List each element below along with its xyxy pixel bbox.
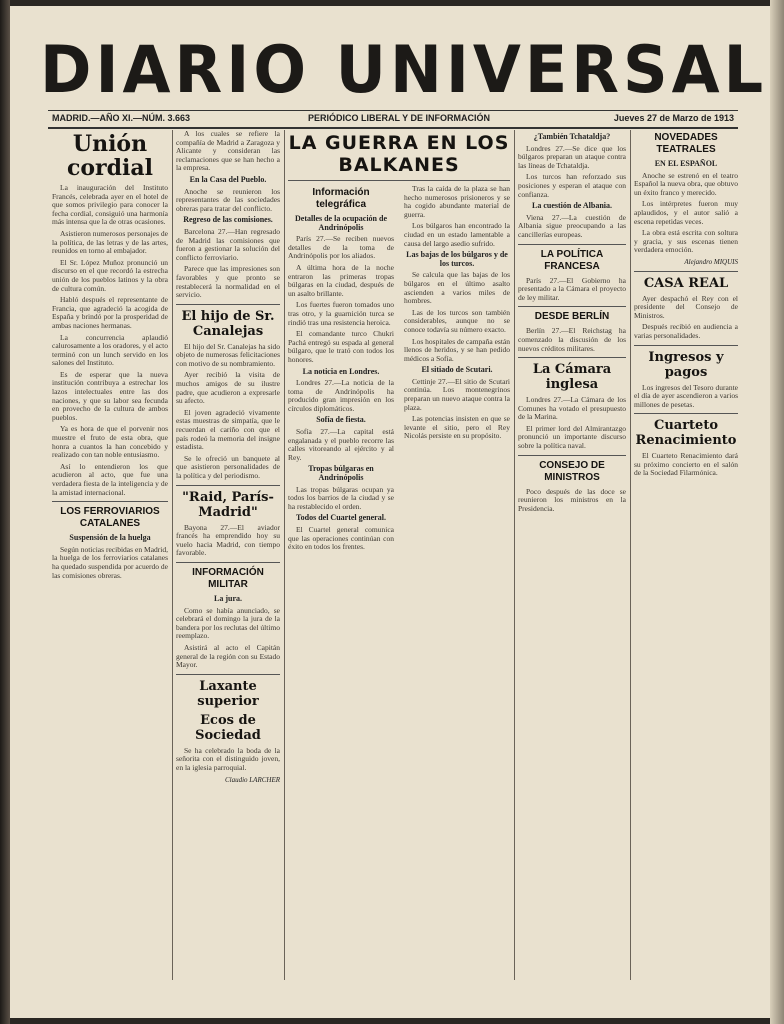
article-text: El Cuartel general comunica que las operaciones continúan con éxito en todos los frentes. [288, 525, 394, 552]
masthead-title: DIARIO UNIVERSAL [40, 31, 768, 108]
divider [634, 413, 738, 414]
article-text: Barcelona 27.—Han regresado de Madrid las comisiones que fueron a gestionar la solución del conflicto ferroviario. Parece que las impresiones son favorables y que pronto se restablecerá la normalidad en el servicio. [176, 226, 280, 300]
article-text: Londres 27.—La noticia de la toma de Andrinópolis ha producido gran impresión en los círculos diplomáticos. [288, 378, 394, 413]
subhead-telegrafica: Información telegráfica [312, 187, 370, 210]
subhead-cuartel: Todos del Cuartel general. [296, 513, 386, 523]
headline-cuarteto: Cuarteto Renacimiento [635, 418, 737, 449]
subhead-tchataldja: ¿También Tchataldja? [533, 132, 611, 141]
subhead-bajas: Las bajas de los búlgaros y de los turcos. [406, 250, 508, 268]
column-rule [630, 130, 631, 980]
article-text: Poco después de las doce se reunieron los ministros en la Presidencia. [518, 486, 626, 513]
subhead-londres: La noticia en Londres. [302, 366, 380, 376]
article-text: Viena 27.—La cuestión de Albania sigue preocupando a las cancillerías europeas. [518, 212, 626, 239]
column-2 [176, 130, 280, 1000]
article-text: Anoche se reunieron los representantes de las sociedades obreras para tratar del conflicto. [176, 186, 280, 213]
headline-balkanes: LA GUERRA EN LOS BALKANES [288, 132, 510, 176]
divider [176, 562, 280, 563]
page-edge [770, 0, 784, 1024]
column-1 [52, 130, 168, 1000]
book-spine [0, 0, 10, 1024]
article-text: Bayona 27.—El aviador francés ha emprendido hoy su vuelo hacia Madrid, con tiempo favorable. [176, 522, 280, 558]
divider [176, 485, 280, 486]
article-text: Londres 27.—La Cámara de los Comunes ha votado el presupuesto de la Marina. El primer lord del Almirantazgo pronunció un importante discurso sobre la política naval. [518, 395, 626, 451]
byline-miquis: Alejandro MIQUIS [684, 257, 738, 266]
headline-ingresos-pagos: Ingresos y pagos [648, 349, 724, 380]
divider [288, 180, 510, 181]
issue-number: MADRID.—AÑO XI.—NÚM. 3.663 [52, 113, 191, 123]
article-text: Cettinje 27.—El sitio de Scutari continúa. Los montenegrinos preparan un nuevo ataque contra la plaza. Las potencias insisten en que se levante el sitio, pero el Rey Nicolás persiste en su propósito. [404, 376, 510, 441]
column-4 [518, 130, 626, 1000]
headline-raid: "Raid, París-Madrid" [182, 489, 274, 520]
headline-consejo-ministros: CONSEJO DE MINISTROS [539, 459, 605, 483]
column-3b [404, 185, 510, 444]
headline-canalejas: El hijo de Sr. Canalejas [181, 308, 275, 339]
column-rule [284, 130, 285, 980]
article-text: Tras la caída de la plaza se han hecho numerosos prisioneros y se ha cogido abundante material de guerra. Los búlgaros han encontrado la ciudad en un estado lamentable a causa del largo asedio sufrido. [404, 184, 510, 248]
headline-militar: INFORMACIÓN MILITAR [192, 566, 264, 590]
column-rule [514, 130, 515, 980]
headline-laxante: Laxante superior [197, 678, 259, 709]
article-text: La inauguración del Instituto Francés, celebrada ayer en el hotel de que somos privilegio para conocer la fecha cordial, consiguió una harmonía más intensa que la de otras ocasiones. Asistieron numerosos personajes de la política, de las letras y de las artes, reunidos en torno al embajador. El Sr. López Muñoz pronunció un discurso en el que recordó la estrecha unión de los pueblos latinos y la obra de cultura común. Habló después el representante de Francia, que agradeció la acogida de España y brindó por la prosperidad de ambas naciones hermanas. La concurrencia aplaudió calurosamente a los oradores, y el acto terminó con un lunch servido en los salones del Instituto. Es de esperar que la nueva institución contribuya a estrechar los lazos intelectuales entre las dos naciones, y que su labor sea fecunda en provecho de la cultura de ambos pueblos. Ya es hora de que el porvenir nos muestre el fruto de esta obra, que honra a cuantos la han concebido y realizado con tan noble entusiasmo. Así lo entendieron los que acudieron al acto, que fue una verdadera fiesta de la inteligencia y de la amistad internacional. [52, 183, 168, 497]
article-text: Como se había anunciado, se celebrará el domingo la jura de la bandera por los reclutas del último reemplazo. Asistirá al acto el Capitán general de la región con su Estado Mayor. [176, 605, 280, 670]
article-text: Los ingresos del Tesoro durante el día de ayer ascendieron a varios millones de pesetas. [634, 382, 738, 409]
article-text: Anoche se estrenó en el teatro Español la nueva obra, que obtuvo un éxito franco y merecido. Los intérpretes fueron muy aplaudidos, y el autor salió a escena repetidas veces. La obra está escrita con soltura y gracia, y sus escenas tienen verdadera emoción. [634, 170, 738, 255]
article-text: Londres 27.—Se dice que los búlgaros preparan un ataque contra las líneas de Tchataldja. Los turcos han reforzado sus posiciones y esperan el ataque con confianza. [518, 143, 626, 199]
issue-date: Jueves 27 de Marzo de 1913 [613, 113, 734, 123]
column-3a [288, 185, 394, 555]
article-text: París 27.—Se reciben nuevos detalles de la toma de Andrinópolis por los aliados. A última hora de la noche entraron las primeras tropas búlgaras en la ciudad, después de un asalto brillante. Los fuertes fueron tomados uno tras otro, y la guarnición turca se rindió tras una resistencia heroica. El comandante turco Chukri Pachá entregó su espada al general búlgaro, que le trató con todos los honores. [288, 234, 394, 364]
column-5 [634, 130, 738, 1000]
article-text: París 27.—El Gobierno ha presentado a la Cámara el proyecto de ley militar. [518, 275, 626, 302]
divider [176, 304, 280, 305]
headline-novedades-teatrales: NOVEDADES TEATRALES [654, 132, 718, 155]
subhead-espanol: EN EL ESPAÑOL [654, 159, 718, 168]
divider [518, 306, 626, 307]
headline-casa-real: CASA REAL [643, 275, 729, 291]
headline-camara-inglesa: La Cámara inglesa [532, 362, 612, 393]
article-text: Sofía 27.—La capital está engalanada y el pueblo recorre las calles vitoreando al ejército y al Rey. [288, 427, 394, 462]
article-text: Berlín 27.—El Reichstag ha comenzado la discusión de los nuevos créditos militares. [518, 326, 626, 353]
subhead-huelga: Suspensión de la huelga [69, 533, 151, 543]
headline-politica-francesa: LA POLÍTICA FRANCESA [540, 248, 604, 272]
byline-larcher: Claudio LARCHER [224, 775, 280, 784]
article-text: Se ha celebrado la boda de la señorita con el distinguido joven, en la iglesia parroquial. [176, 745, 280, 772]
column-rule [172, 130, 173, 980]
subhead-tropas: Tropas búlgaras en Andrinópolis [308, 464, 374, 483]
article-text: Ayer despachó el Rey con el presidente del Consejo de Ministros. Después recibió en audiencia a varias personalidades. [634, 293, 738, 340]
subhead-albania: La cuestión de Albania. [531, 201, 612, 211]
column-3 [288, 130, 510, 1000]
subhead-casa-pueblo: En la Casa del Pueblo. [189, 174, 267, 184]
subhead-sofia: Sofía de fiesta. [316, 415, 366, 425]
divider [518, 357, 626, 358]
subhead-comisiones: Regreso de las comisiones. [183, 215, 273, 225]
article-text: Las tropas búlgaras ocupan ya todos los barrios de la ciudad y se ha restablecido el orden. [288, 484, 394, 511]
article-text: A los cuales se refiere la compañía de Madrid a Zaragoza y Alicante y consideran las reclamaciones que se han hecho a la empresa. [176, 130, 280, 173]
subhead-scutari: El sitiado de Scutari. [421, 365, 493, 375]
headline-ferroviarios: LOS FERROVIARIOS CATALANES [60, 506, 160, 530]
headline-union-cordial: Unión cordial [66, 131, 153, 181]
paper-tagline: PERIÓDICO LIBERAL Y DE INFORMACIÓN [308, 113, 491, 123]
divider [634, 271, 738, 272]
dateline [48, 110, 738, 129]
article-text: El hijo del Sr. Canalejas ha sido objeto de numerosas felicitaciones con motivo de su nombramiento. Ayer recibió la visita de muchos amigos de su ilustre padre, que acudieron a expresarle su afecto. El joven agradeció vivamente estas muestras de simpatía, que le recuerdan el cariño con que el país rodeó la memoria del insigne estadista. Se le ofreció un banquete al que asistieron personalidades de la política y del periodismo. [176, 341, 280, 480]
article-text: Se calcula que las bajas de los búlgaros en el último asalto ascienden a varios miles de hombres. Las de los turcos son también considerables, aunque no se conoce todavía su número exacto. Los hospitales de campaña están llenos de heridos, y se han pedido médicos a Sofía. [404, 270, 510, 363]
article-text: Según noticias recibidas en Madrid, la huelga de los ferroviarios catalanes ha quedado suspendida por acuerdo de las comisiones obreras. [52, 544, 168, 580]
divider [52, 501, 168, 502]
subhead-detalles: Detalles de la ocupación de Andrinópolis [295, 214, 387, 232]
headline-ecos-sociedad: Ecos de Sociedad [195, 712, 261, 743]
divider [634, 345, 738, 346]
divider [518, 455, 626, 456]
headline-berlin: DESDE BERLÍN [534, 311, 610, 323]
divider [176, 674, 280, 675]
subhead-jura: La jura. [214, 593, 242, 603]
article-text: El Cuarteto Renacimiento dará su próximo concierto en el salón de la Sociedad Filarmónica. [634, 451, 738, 478]
divider [518, 244, 626, 245]
